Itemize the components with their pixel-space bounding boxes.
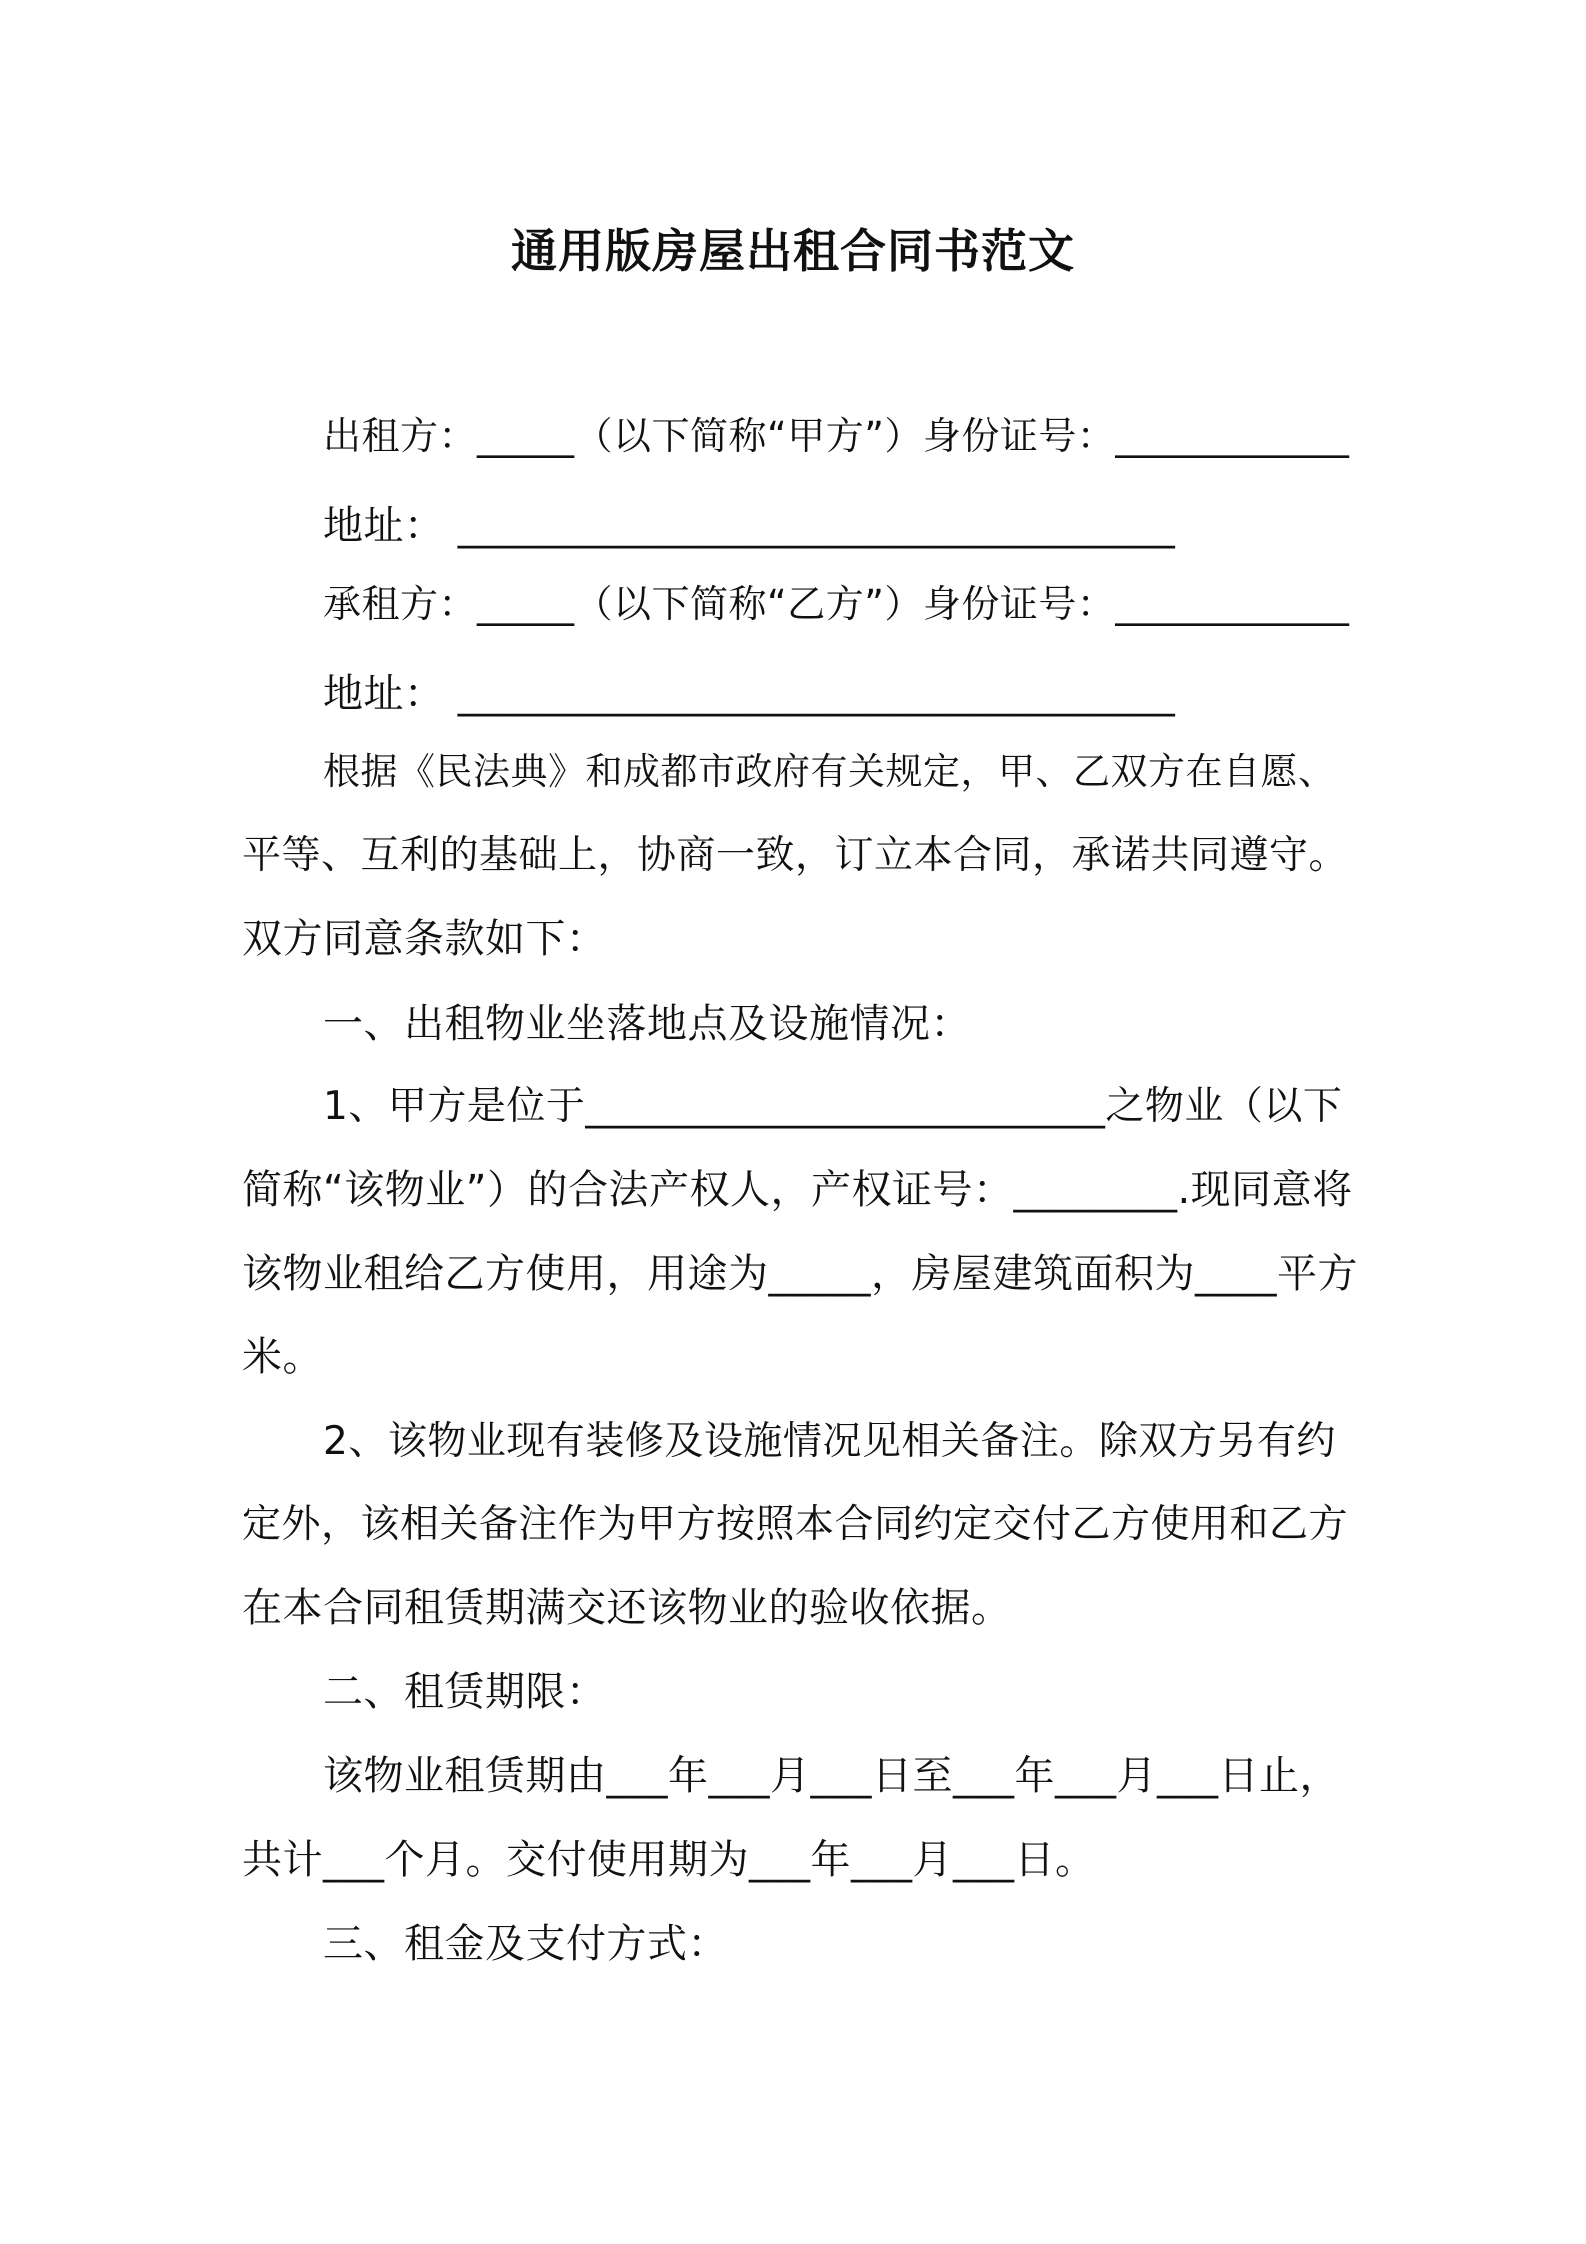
clause-1-1-line-1: 1、甲方是位于__________________________之物业（以下	[323, 1084, 1343, 1129]
lease-term-line-1: 该物业租赁期由___年___月___日至___年___月___日止，	[323, 1753, 1340, 1799]
clause-1-2-line-3: 在本合同租赁期满交还该物业的验收依据。	[242, 1585, 1012, 1631]
preamble-line-2: 平等、互利的基础上，协商一致，订立本合同，承诺共同遵守。	[242, 833, 1349, 878]
lease-term-line-2: 共计___个月。交付使用期为___年___月___日。	[242, 1837, 1096, 1883]
document-title: 通用版房屋出租合同书范文	[511, 224, 1075, 278]
clause-1-1-line-2: 简称“该物业”）的合法产权人，产权证号：________.现同意将	[242, 1167, 1353, 1213]
lessee-address-line: 地址： ___________________________________	[323, 671, 1176, 717]
lessor-line: 出租方：_____（以下简称“甲方”）身份证号：____________	[323, 414, 1350, 458]
clause-1-2-line-1: 2、该物业现有装修及设施情况见相关备注。除双方另有约	[323, 1419, 1336, 1464]
section-2-heading: 二、租赁期限：	[323, 1669, 607, 1715]
lessee-line: 承租方：_____（以下简称“乙方”）身份证号：____________	[323, 582, 1350, 626]
preamble-line-3: 双方同意条款如下：	[242, 916, 607, 962]
clause-1-2-line-2: 定外，该相关备注作为甲方按照本合同约定交付乙方使用和乙方	[242, 1502, 1349, 1547]
section-1-heading: 一、出租物业坐落地点及设施情况：	[323, 1001, 971, 1047]
section-3-heading: 三、租金及支付方式：	[323, 1921, 728, 1967]
preamble-line-1: 根据《民法典》和成都市政府有关规定，甲、乙双方在自愿、	[323, 750, 1336, 793]
clause-1-1-line-3: 该物业租给乙方使用，用途为_____，房屋建筑面积为____平方	[242, 1251, 1358, 1297]
clause-1-1-line-4: 米。	[242, 1334, 323, 1380]
lessor-address-line: 地址： ___________________________________	[323, 503, 1176, 549]
